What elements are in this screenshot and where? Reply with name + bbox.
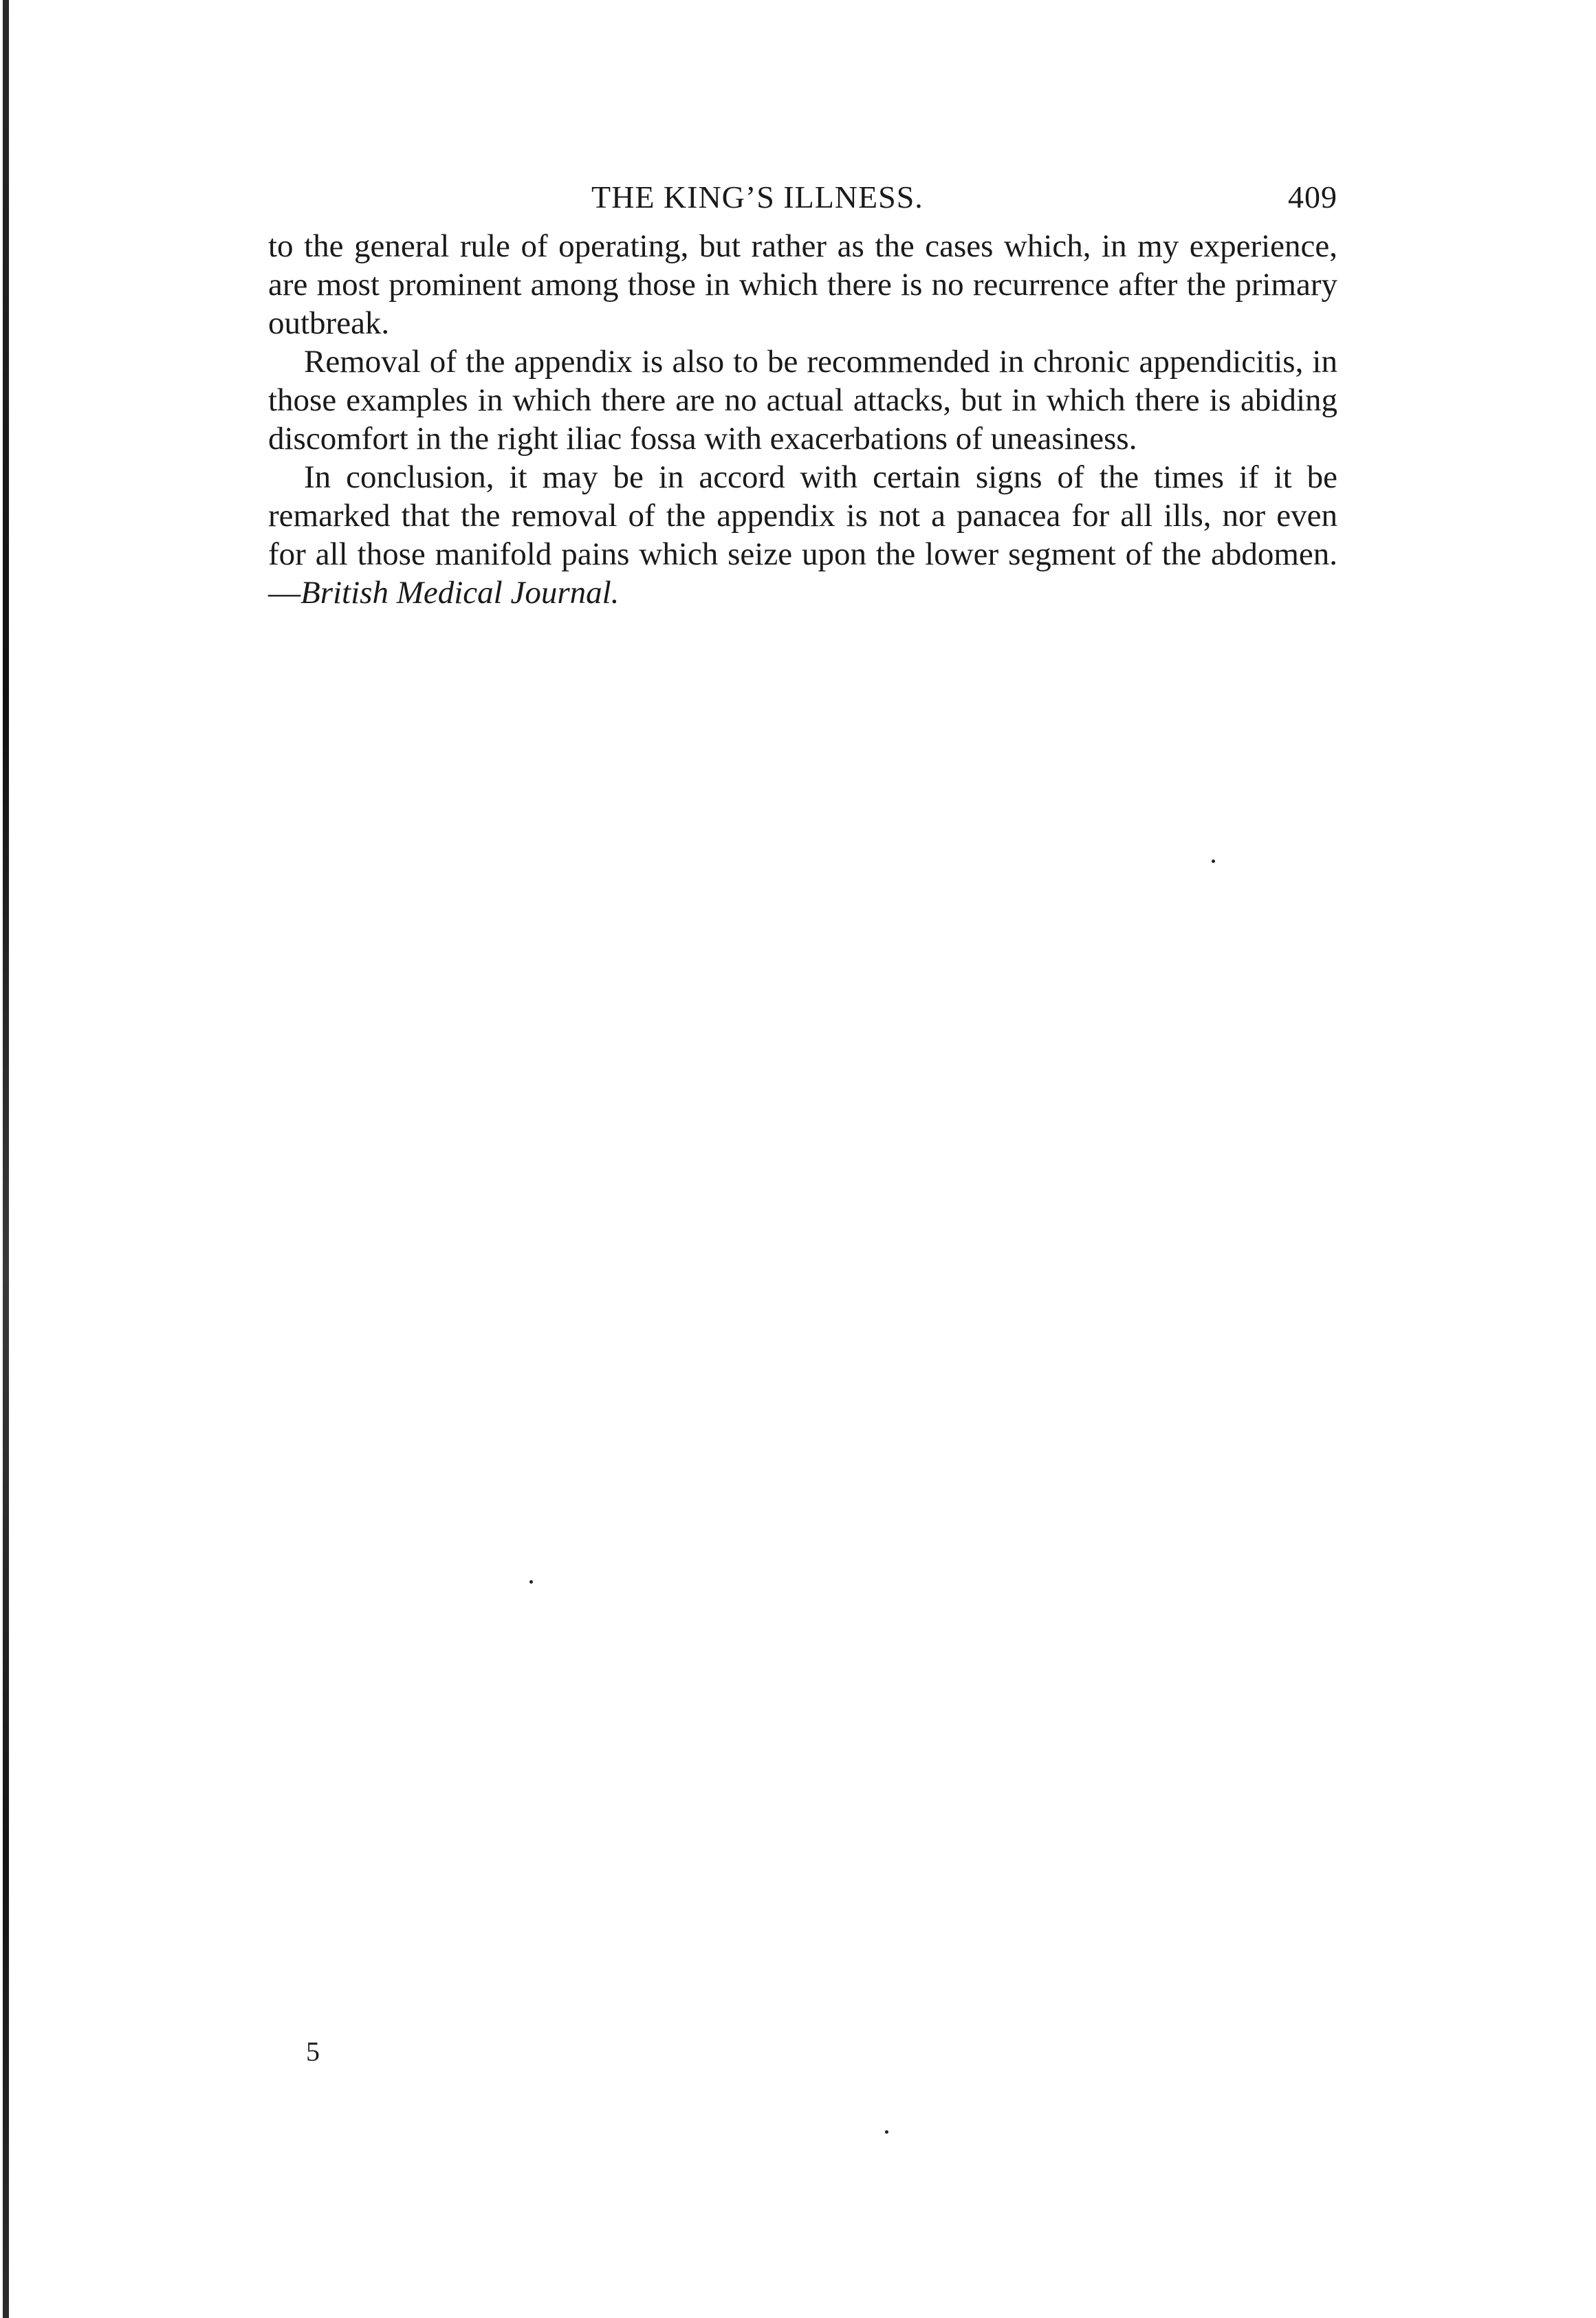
page-number: 409 (1288, 179, 1337, 215)
paragraph-continuation (268, 227, 1337, 342)
running-head-title: THE KING’S ILLNESS. (591, 179, 923, 215)
running-head (268, 172, 1337, 227)
scan-edge-bar (3, 0, 9, 2318)
source-citation: British Medical Journal. (300, 575, 620, 611)
paragraph-text: In conclusion, it may be in accord with certain signs of the times if it be remarked that the removal of the appendix is not a panacea for all ills, nor even for all those manifold pains which seize upon the lower segment of the abdomen.— (268, 459, 1337, 611)
book-page (268, 172, 1337, 612)
paragraph-removal (268, 342, 1337, 458)
scan-edge (0, 0, 12, 2318)
scan-speck (1212, 860, 1215, 863)
paragraph-text: to the general rule of operating, but rather as the cases which, in my experience, are most prominent among those in which there is no recurrence after the primary outbreak. (268, 228, 1337, 341)
scan-speck (885, 2130, 888, 2134)
scan-speck (529, 1580, 533, 1584)
body-text (268, 227, 1337, 612)
paragraph-text: Removal of the appendix is also to be recommended in chronic appendicitis, in those examples in which there are no actual attacks, but in which there is abiding discomfort in the right iliac fossa with exacerbations of uneasiness. (268, 344, 1337, 457)
paragraph-conclusion (268, 458, 1337, 612)
signature-mark: 5 (306, 2036, 320, 2067)
